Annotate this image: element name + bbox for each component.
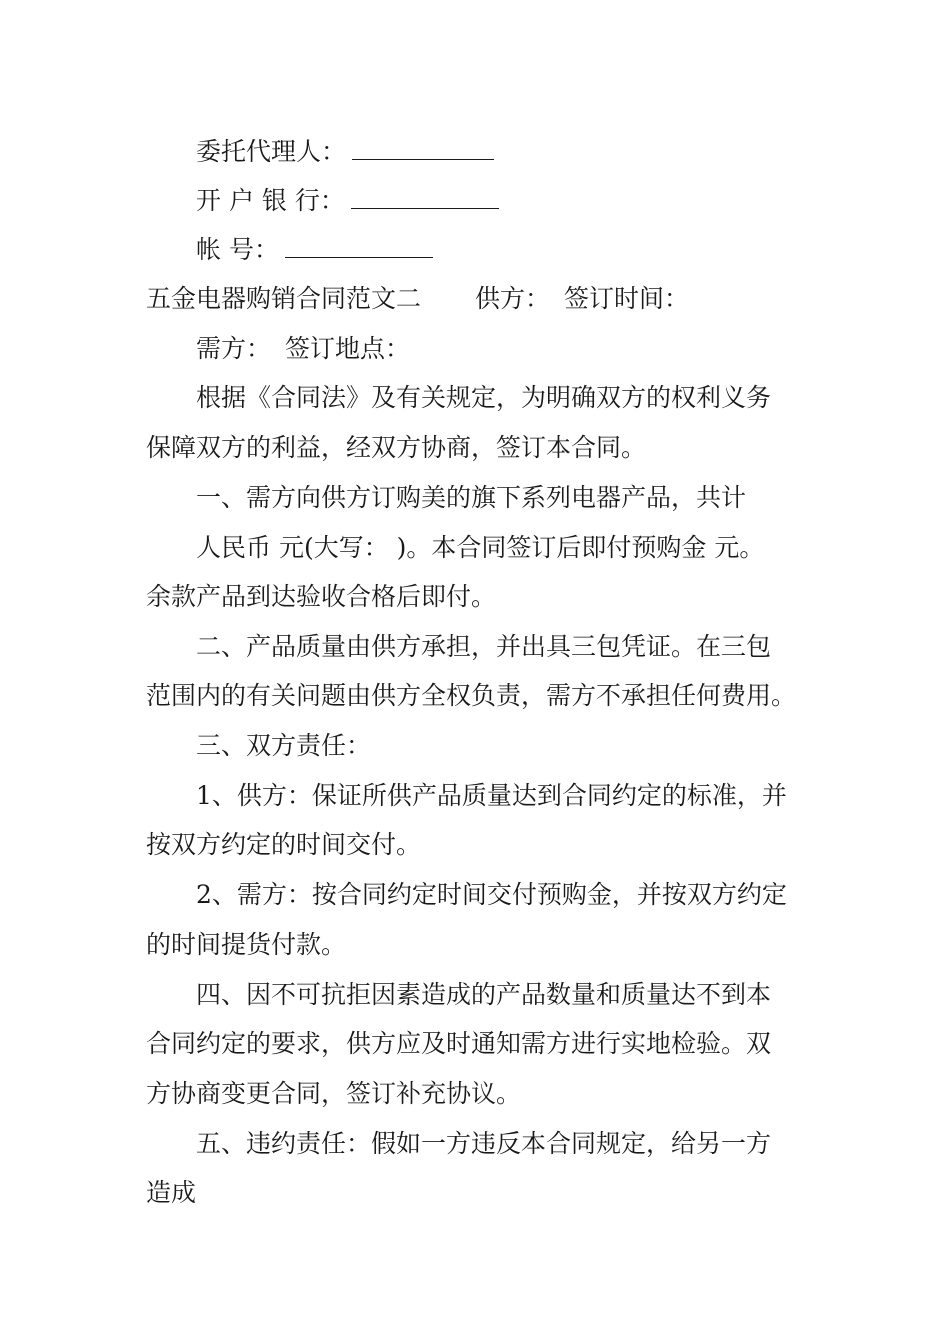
paragraph-line: 1、供方：保证所供产品质量达到合同约定的标准，并 — [196, 781, 787, 810]
agent-label: 委托代理人： — [196, 137, 347, 166]
paragraph-line: 余款产品到达验收合格后即付。 — [146, 582, 497, 611]
supplier-label: 供方： — [475, 284, 551, 313]
paragraph-line: 五、违约责任：假如一方违反本合同规定，给另一方 — [196, 1129, 772, 1158]
bank-label: 开 户 银 行： — [196, 186, 345, 215]
contract-heading — [146, 283, 816, 315]
paragraph-line: 根据《合同法》及有关规定，为明确双方的权利义务 — [196, 383, 772, 412]
paragraph-line: 的时间提货付款。 — [146, 930, 347, 959]
account-field — [196, 234, 816, 266]
bank-blank — [351, 186, 499, 209]
paragraph-line: 按双方约定的时间交付。 — [146, 830, 422, 859]
account-label: 帐 号： — [196, 235, 279, 264]
agent-blank — [352, 137, 494, 160]
paragraph-line: 造成 — [146, 1178, 197, 1207]
paragraph-line: 人民币 元(大写： )。本合同签订后即付预购金 元。 — [196, 533, 765, 562]
paragraph-line: 范围内的有关问题由供方全权负责，需方不承担任何费用。 — [146, 681, 797, 710]
paragraph-line: 四、因不可抗拒因素造成的产品数量和质量达不到本 — [196, 980, 772, 1009]
buyer-label: 需方： — [196, 334, 272, 363]
account-blank — [285, 235, 433, 258]
sign-time-label: 签订时间： — [564, 284, 690, 313]
paragraph-line: 方协商变更合同，签订补充协议。 — [146, 1079, 522, 1108]
bank-field — [196, 185, 816, 217]
paragraph-line: 三、双方责任： — [196, 731, 372, 760]
agent-field — [196, 136, 816, 168]
paragraph-line: 合同约定的要求，供方应及时通知需方进行实地检验。双 — [146, 1029, 772, 1058]
contract-title: 五金电器购销合同范文二 — [146, 284, 422, 313]
paragraph-line: 2、需方：按合同约定时间交付预购金，并按双方约定 — [196, 880, 787, 909]
paragraph-line: 保障双方的利益，经双方协商，签订本合同。 — [146, 433, 647, 462]
buyer-line — [196, 333, 816, 365]
sign-place-label: 签订地点： — [285, 334, 411, 363]
paragraph-line: 二、产品质量由供方承担，并出具三包凭证。在三包 — [196, 632, 772, 661]
paragraph-line: 一、需方向供方订购美的旗下系列电器产品，共计 — [196, 483, 747, 512]
